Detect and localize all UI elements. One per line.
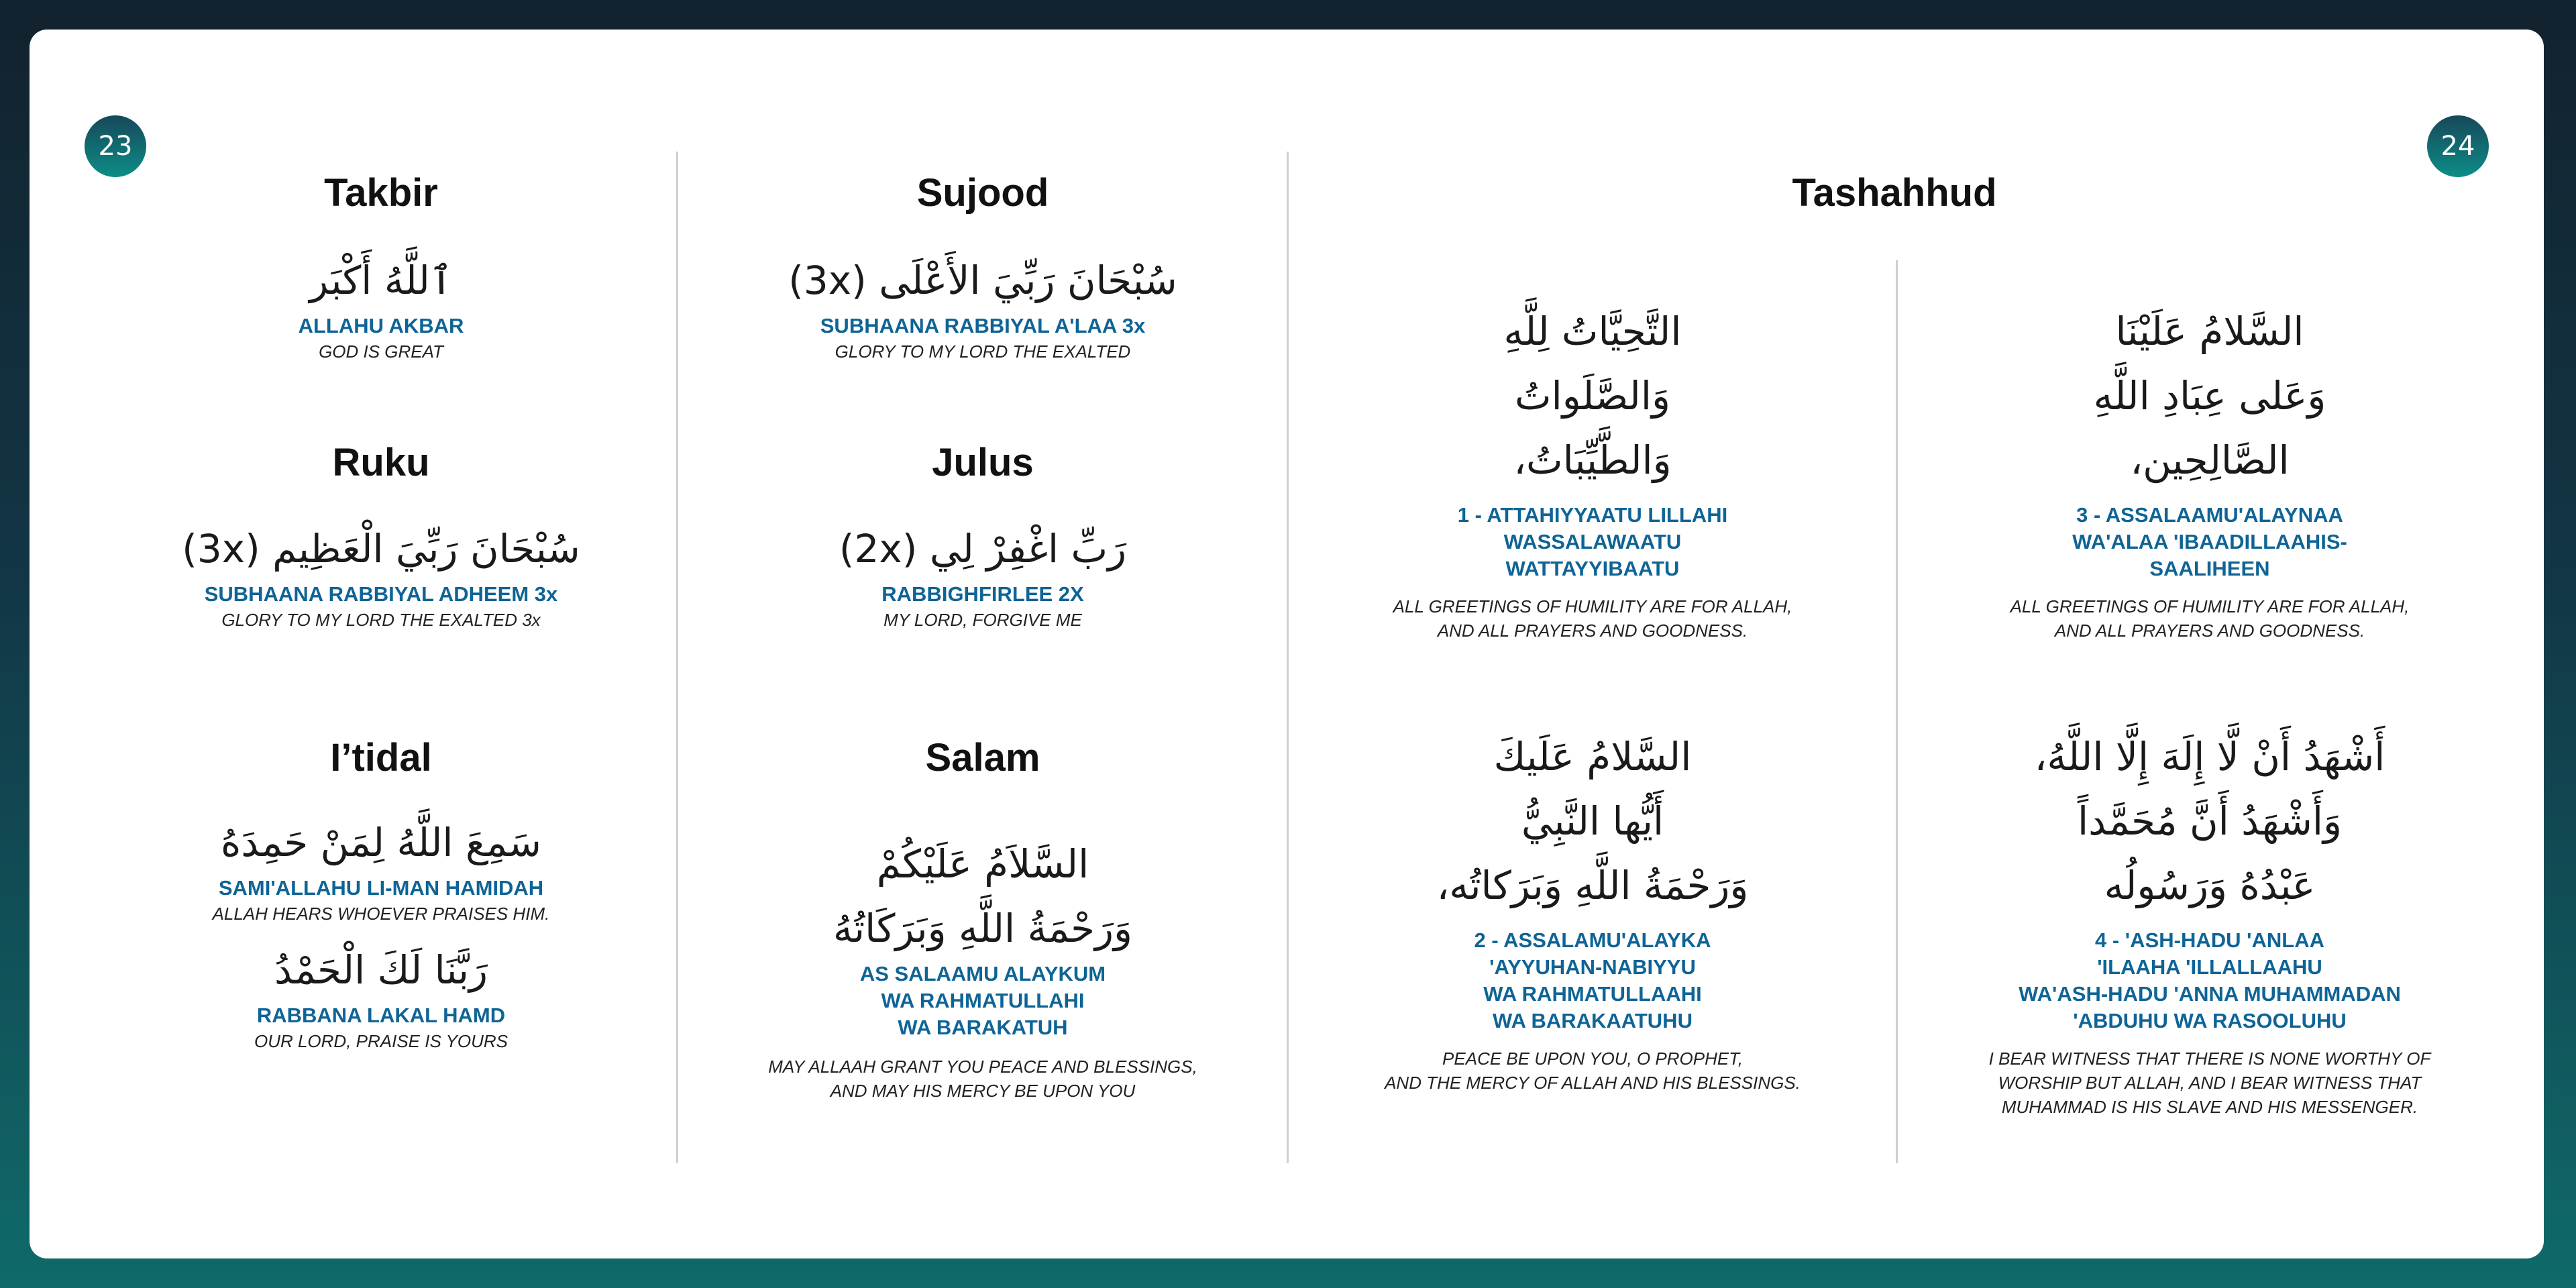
translation-line: ALL GREETINGS OF HUMILITY ARE FOR ALLAH, [1393, 596, 1792, 616]
arabic-text [680, 832, 1285, 961]
translation-line: PEACE BE UPON YOU, O PROPHET, [1442, 1049, 1743, 1069]
transliteration: SAMI'ALLAHU LI-MAN HAMIDAH [218, 876, 544, 900]
tashahhud-part-4 [1901, 724, 2518, 1119]
booklet-spread [30, 30, 2544, 1258]
translit-line: WA'ASH-HADU 'ANNA MUHAMMADAN [2019, 982, 2401, 1006]
column-divider [1287, 152, 1289, 1163]
translation [1291, 594, 1894, 643]
arabic-text [1901, 299, 2518, 492]
arabic-line: وَأَشْهَدُ أَنَّ مُحَمَّداً [2077, 798, 2343, 844]
transliteration: SUBHAANA RABBIYAL ADHEEM 3x [204, 582, 558, 606]
translit-line: WATTAYYIBAATU [1505, 557, 1680, 580]
translit-line: 1 - ATTAHIYYAATU LILLAHI [1457, 503, 1728, 527]
tashahhud-part-2 [1291, 724, 1894, 1095]
tashahhud-part-3 [1901, 299, 2518, 643]
translation: GLORY TO MY LORD THE EXALTED 3x [221, 610, 541, 630]
arabic-line: وَرَحْمَةُ اللَّهِ وَبَرَكاتُه، [1436, 863, 1749, 908]
page-number-left: 23 [85, 115, 146, 177]
transliteration: ALLAHU AKBAR [298, 314, 464, 337]
transliteration: RABBANA LAKAL HAMD [256, 1004, 506, 1027]
arabic-line: الصَّالِحِين، [2130, 437, 2290, 483]
translit-line: WASSALAWAATU [1503, 530, 1682, 553]
page-number-right: 24 [2427, 115, 2489, 177]
translation [680, 1055, 1285, 1103]
arabic-text: ٱللَّهُ أَكْبَر [309, 258, 453, 303]
translation: GLORY TO MY LORD THE EXALTED [835, 341, 1131, 362]
transliteration: RABBIGHFIRLEE 2X [881, 582, 1084, 606]
arabic-line: السَّلاَمُ عَلَيْكُمْ [876, 841, 1089, 887]
ruku-block [86, 517, 676, 632]
translit-line: AS SALAAMU ALAYKUM [859, 962, 1106, 985]
transliteration [1901, 927, 2518, 1034]
section-title-sujood: Sujood [916, 171, 1049, 215]
translit-line: WA BARAKAATUHU [1493, 1009, 1693, 1032]
translation-line: ALL GREETINGS OF HUMILITY ARE FOR ALLAH, [2010, 596, 2410, 616]
arabic-text: سُبْحَانَ رَبِّيَ الأَعْلَى (3x) [788, 258, 1177, 303]
arabic-line: عَبْدُهُ وَرَسُولُه [2104, 863, 2316, 908]
julus-block [680, 517, 1285, 632]
section-title-ruku: Ruku [332, 441, 430, 484]
section-title-itidal: I’tidal [330, 736, 432, 780]
translation-line: I BEAR WITNESS THAT THERE IS NONE WORTHY OF [1988, 1049, 2431, 1069]
translation [1901, 594, 2518, 643]
translit-line: WA RAHMATULLAAHI [1483, 982, 1702, 1006]
translation-line: AND ALL PRAYERS AND GOODNESS. [2054, 621, 2365, 641]
translit-line: WA'ALAA 'IBAADILLAAHIS- [2072, 530, 2347, 553]
translation: ALLAH HEARS WHOEVER PRAISES HIM. [212, 904, 550, 924]
translation-line: MAY ALLAAH GRANT YOU PEACE AND BLESSINGS, [768, 1057, 1197, 1077]
translation-line: AND ALL PRAYERS AND GOODNESS. [1437, 621, 1748, 641]
translit-line: 'AYYUHAN-NABIYYU [1489, 955, 1696, 979]
sujood-block [680, 248, 1285, 364]
translit-line: WA BARAKATUH [898, 1016, 1068, 1039]
translit-line: SAALIHEEN [2149, 557, 2270, 580]
transliteration [680, 961, 1285, 1041]
arabic-text [1291, 724, 1894, 918]
section-title-takbir: Takbir [324, 171, 438, 215]
column-divider [1896, 260, 1898, 1163]
arabic-line: وَعَلى عِبَادِ اللَّهِ [2093, 373, 2326, 419]
takbir-block [86, 248, 676, 364]
section-title-julus: Julus [932, 441, 1034, 484]
tashahhud-part-1 [1291, 299, 1894, 643]
arabic-text: سَمِعَ اللَّهُ لِمَنْ حَمِدَهُ [221, 820, 541, 865]
translation [1291, 1046, 1894, 1095]
column-divider [676, 152, 678, 1163]
arabic-text [1291, 299, 1894, 492]
translation [1901, 1046, 2518, 1119]
translation: GOD IS GREAT [319, 341, 443, 362]
arabic-text [1901, 724, 2518, 918]
transliteration [1291, 502, 1894, 582]
translit-line: 2 - ASSALAMU'ALAYKA [1474, 928, 1711, 952]
transliteration: SUBHAANA RABBIYAL A'LAA 3x [820, 314, 1146, 337]
arabic-text: رَبَّنَا لَكَ الْحَمْدُ [274, 947, 488, 993]
arabic-line: التَّحِيَّاتُ لِلَّهِ [1503, 309, 1682, 354]
section-title-salam: Salam [925, 736, 1040, 780]
translit-line: WA RAHMATULLAHI [881, 989, 1085, 1012]
arabic-text: رَبِّ اغْفِرْ لِي (2x) [839, 526, 1127, 572]
translit-line: 'ABDUHU WA RASOOLUHU [2073, 1009, 2347, 1032]
arabic-line: وَالطَّيِّبَاتُ، [1513, 437, 1672, 483]
arabic-line: وَالصَّلَواتُ [1515, 373, 1670, 419]
section-title-tashahhud: Tashahhud [1792, 171, 1997, 215]
itidal-block [86, 810, 676, 1053]
translation-line: AND MAY HIS MERCY BE UPON YOU [830, 1081, 1136, 1101]
arabic-line: وَرَحْمَةُ اللَّهِ وَبَرَكَاتُهُ [833, 906, 1133, 951]
arabic-line: أَيُّها النَّبِيُّ [1521, 798, 1664, 844]
transliteration [1901, 502, 2518, 582]
translation: MY LORD, FORGIVE ME [883, 610, 1082, 630]
translation: OUR LORD, PRAISE IS YOURS [254, 1031, 508, 1051]
arabic-line: أَشْهَدُ أَنْ لَّا إِلَهَ إِلَّا اللَّهُ، [2034, 734, 2385, 780]
arabic-line: السَّلامُ عَلَيْنَا [2115, 309, 2304, 354]
translit-line: 3 - ASSALAAMU'ALAYNAA [2076, 503, 2343, 527]
arabic-text: سُبْحَانَ رَبِّيَ الْعَظِيم (3x) [182, 526, 580, 572]
translit-line: 'ILAAHA 'ILLALLAAHU [2097, 955, 2322, 979]
transliteration [1291, 927, 1894, 1034]
translation-line: AND THE MERCY OF ALLAH AND HIS BLESSINGS. [1385, 1073, 1801, 1093]
translation-line: MUHAMMAD IS HIS SLAVE AND HIS MESSENGER. [2001, 1097, 2418, 1117]
salam-block [680, 832, 1285, 1103]
arabic-line: السَّلامُ عَلَيكَ [1493, 734, 1692, 780]
translation-line: WORSHIP BUT ALLAH, AND I BEAR WITNESS THAT [1998, 1073, 2422, 1093]
translit-line: 4 - 'ASH-HADU 'ANLAA [2095, 928, 2324, 952]
